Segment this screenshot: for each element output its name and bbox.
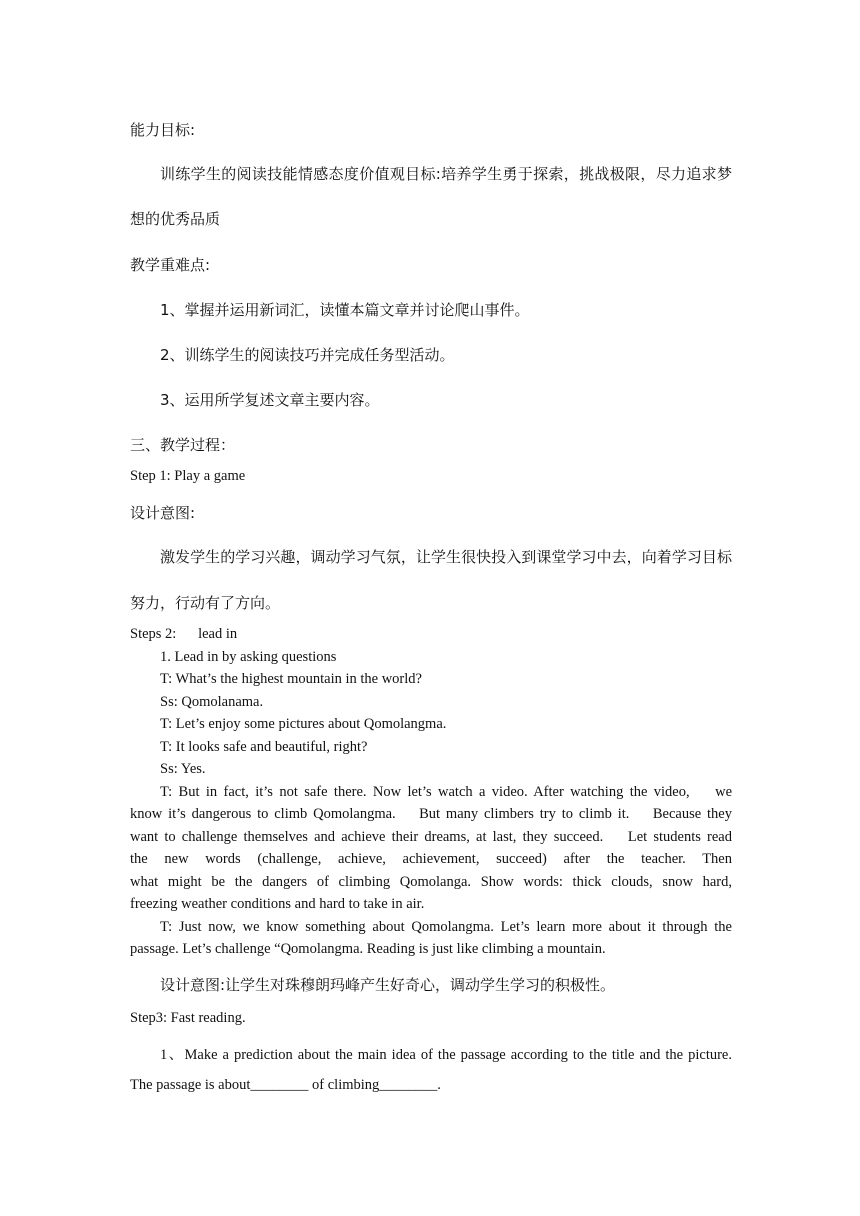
step2-line-6: Ss: Yes. — [160, 761, 206, 777]
para2-line-2: passage. Let’s challenge “Qomolangma. Reading is just like climbing a mountain. — [130, 941, 606, 957]
step3-title: Step3: Fast reading. — [130, 1010, 246, 1026]
difficulty-item-2: 2、训练学生的阅读技巧并完成任务型活动。 — [160, 346, 455, 364]
step2-line-5: T: It looks safe and beautiful, right? — [160, 739, 368, 755]
step3-item1-line1: 1、Make a prediction about the main idea of the passage according to the title and the picture. — [160, 1047, 732, 1063]
para1-line-5: what might be the dangers of climbing Qomolanga. Show words: thick clouds, snow hard, — [130, 874, 732, 890]
para1-line-6: freezing weather conditions and hard to take in air. — [130, 896, 425, 912]
design-heading: 设计意图: — [130, 504, 196, 522]
design-text-line1: 激发学生的学习兴趣，调动学习气氛，让学生很快投入到课堂学习中去，向着学习目标 — [160, 548, 732, 566]
step2-line-4: T: Let’s enjoy some pictures about Qomolangma. — [160, 716, 447, 732]
difficulty-item-1: 1、掌握并运用新词汇，读懂本篇文章并讨论爬山事件。 — [160, 301, 530, 319]
para1-line-2: know it’s dangerous to climb Qomolangma. But many climbers try to climb it. Because they — [130, 806, 732, 822]
step2-line-2: T: What’s the highest mountain in the world? — [160, 671, 422, 687]
step2-title: Steps 2: lead in — [130, 626, 238, 642]
step3-item1-line2: The passage is about________ of climbing________. — [130, 1077, 441, 1093]
process-heading: 三、教学过程： — [130, 436, 236, 454]
para1-line-3: want to challenge themselves and achieve their dreams, at last, they succeed. Let students read — [130, 829, 732, 845]
ability-text-line1: 训练学生的阅读技能情感态度价值观目标:培养学生勇于探索，挑战极限，尽力追求梦 — [160, 165, 732, 183]
para1-line-1: T: But in fact, it’s not safe there. Now let’s watch a video. After watching the video, we — [160, 784, 732, 800]
para1-line-4: the new words (challenge, achieve, achievement, succeed) after the teacher. Then — [130, 851, 732, 867]
ability-heading: 能力目标: — [130, 121, 196, 139]
difficulty-item-3: 3、运用所学复述文章主要内容。 — [160, 391, 380, 409]
design-text-line2: 努力，行动有了方向。 — [130, 594, 281, 612]
difficulty-heading: 教学重难点: — [130, 256, 211, 274]
design2-text: 设计意图:让学生对珠穆朗玛峰产生好奇心，调动学生学习的积极性。 — [160, 976, 616, 994]
step2-line-3: Ss: Qomolanama. — [160, 694, 264, 710]
para2-line-1: T: Just now, we know something about Qomolangma. Let’s learn more about it through the — [160, 919, 732, 935]
ability-text-line2: 想的优秀品质 — [130, 210, 221, 228]
step1-title: Step 1: Play a game — [130, 468, 246, 484]
step2-line-1: 1. Lead in by asking questions — [160, 649, 337, 665]
